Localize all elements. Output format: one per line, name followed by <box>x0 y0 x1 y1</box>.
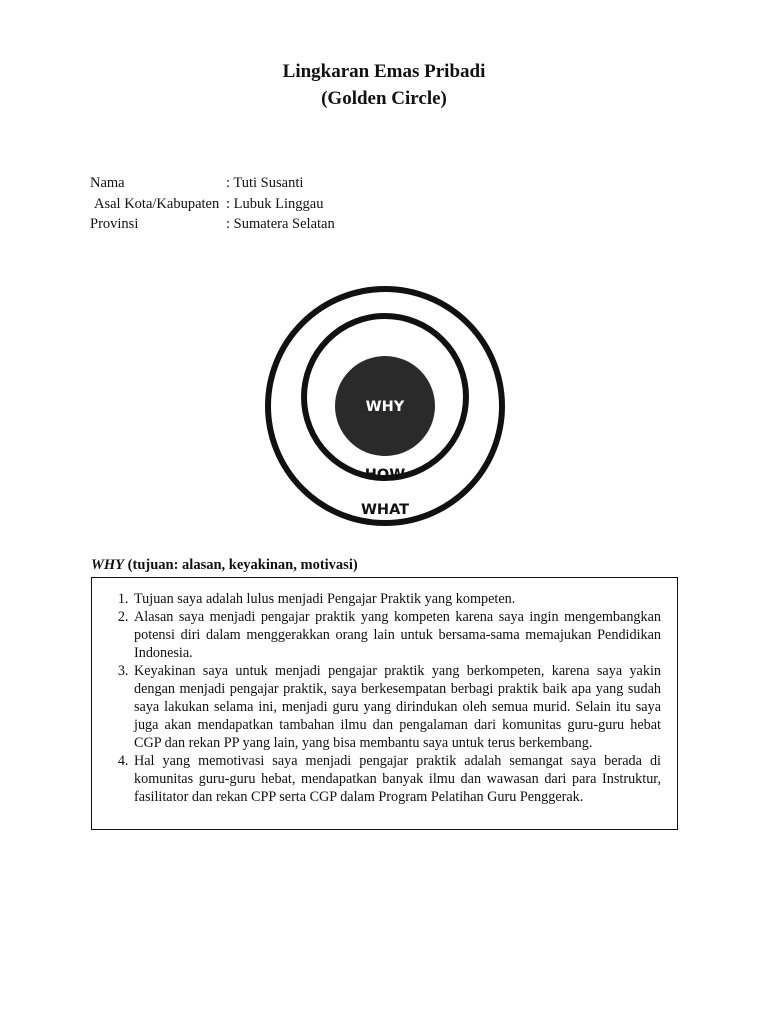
info-row-provinsi <box>90 214 335 235</box>
info-value: : Lubuk Linggau <box>226 195 324 212</box>
why-heading <box>91 557 358 574</box>
list-item: 2. Alasan saya menjadi pengajar praktik yang kompeten karena saya ingin mengembangkan potensi diri dalam menggerakkan orang lain untuk bersama-sama memajukan Pendidikan Indonesia. <box>132 608 661 662</box>
info-value: : Sumatera Selatan <box>226 216 335 232</box>
golden-circle-svg <box>264 280 506 532</box>
info-row-nama <box>90 173 335 194</box>
why-list <box>92 578 677 806</box>
golden-circle-diagram <box>264 280 506 532</box>
document-title <box>0 58 768 112</box>
list-item: 3. Keyakinan saya untuk menjadi pengajar praktik yang berkompeten, karena saya yakin dengan menjadi pengajar praktik, saya berkesempatan berbagi praktik baik apa yang sudah saya lakukan selama ini, menjadi guru yang dirindukan oleh semua murid. Selain itu saya juga akan mendapatkan tambahan ilmu dan pengalaman dari komunitas guru-guru hebat CGP dan rekan PP yang lain, yang bisa membantu saya untuk terus berkembang. <box>132 662 661 752</box>
info-label: Nama <box>90 175 125 191</box>
why-heading-em: WHY <box>91 557 125 573</box>
title-line-2: (Golden Circle) <box>321 88 447 109</box>
list-item: 4. Hal yang memotivasi saya menjadi pengajar praktik adalah semangat saya berada di komunitas guru-guru hebat, mendapatkan banyak ilmu dan wawasan dari para Instruktur, fasilitator dan rekan CPP serta CGP dalam Program Pelatihan Guru Penggerak. <box>132 752 661 806</box>
info-label: Provinsi <box>90 216 139 232</box>
what-label: WHAT <box>360 502 410 518</box>
info-label: Asal Kota/Kabupaten <box>94 195 220 212</box>
list-item: 1. Tujuan saya adalah lulus menjadi Pengajar Praktik yang kompeten. <box>132 590 661 608</box>
why-box <box>91 577 678 830</box>
title-line-1: Lingkaran Emas Pribadi <box>282 61 486 82</box>
info-row-asal <box>90 194 335 215</box>
identity-info <box>90 173 335 235</box>
why-label: WHY <box>365 399 405 415</box>
how-label: HOW <box>364 467 406 483</box>
info-value: : Tuti Susanti <box>226 175 304 191</box>
why-heading-rest: (tujuan: alasan, keyakinan, motivasi) <box>124 557 358 573</box>
